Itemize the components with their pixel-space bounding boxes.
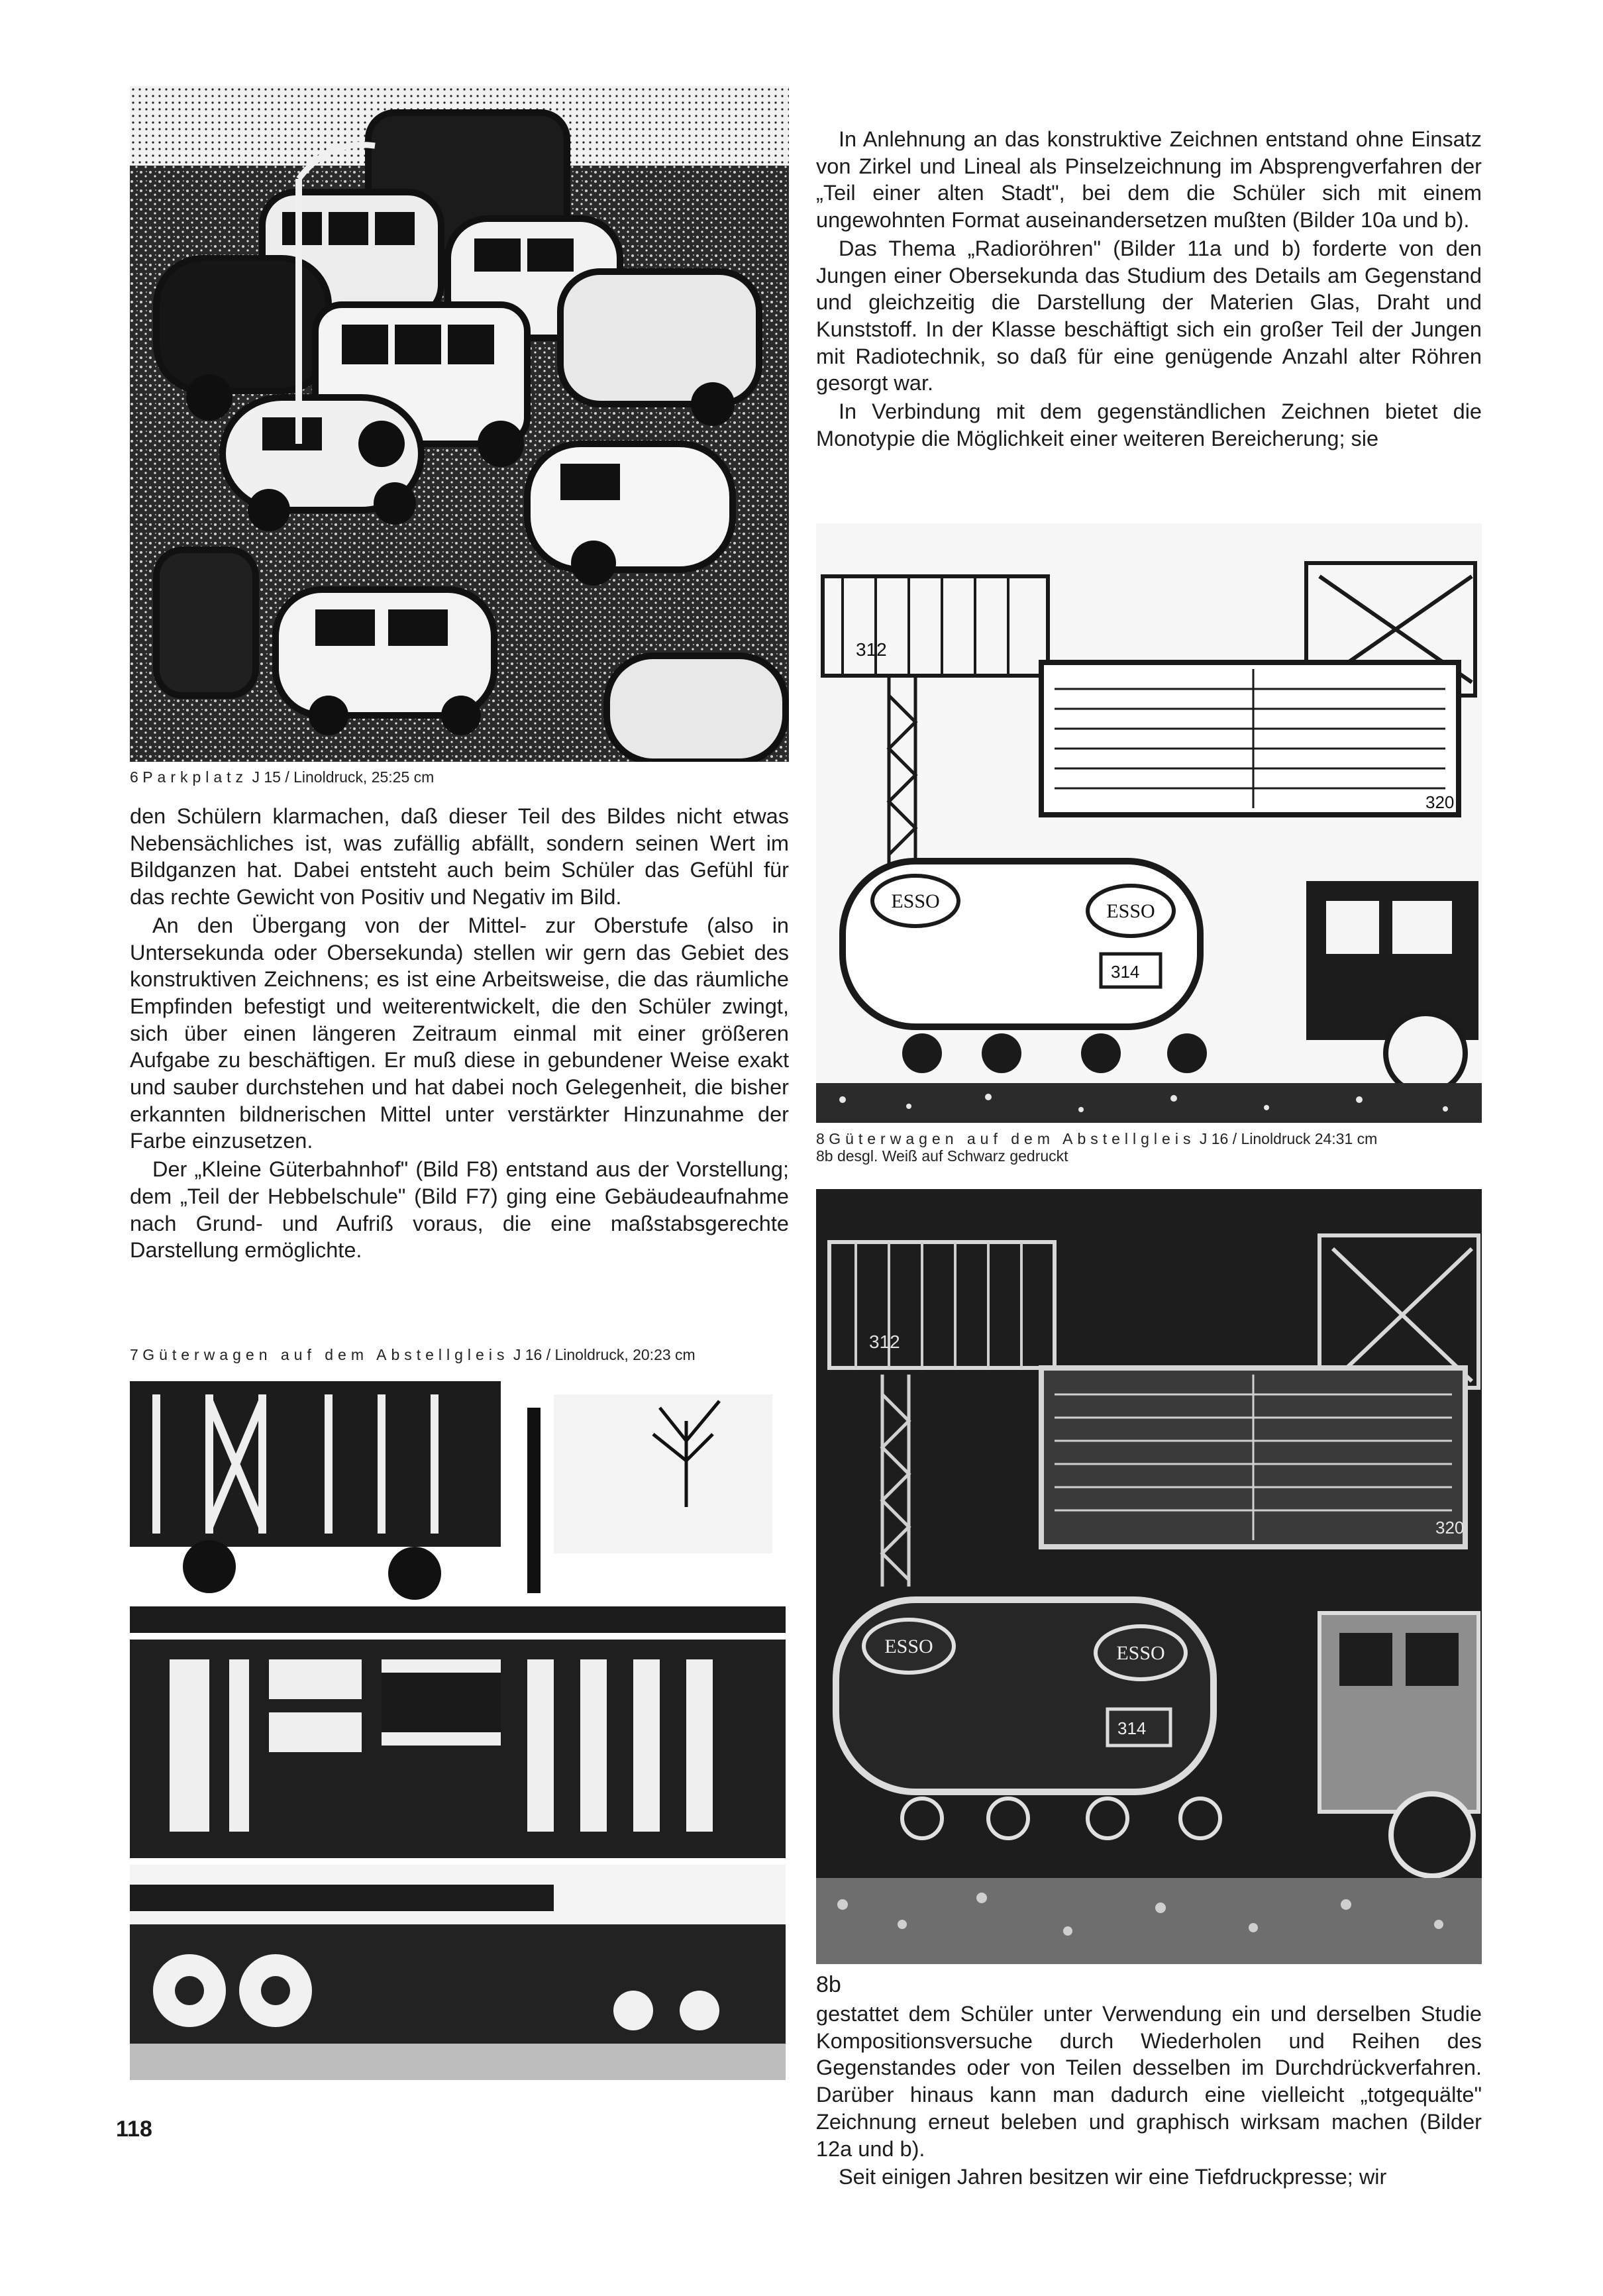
tank-number-314: 314 xyxy=(1117,1718,1147,1738)
page-number: 118 xyxy=(116,2116,152,2142)
paragraph: den Schülern klarmachen, daß dieser Teil des Bildes nicht etwas Nebensächliches ist, was zufällig abfällt, sondern seinen Wert im Bildganzen hat. Dabei entsteht auch beim Schüler das Gefühl für das rechte Gewicht von Positiv und Negativ im Bild. xyxy=(130,804,789,910)
caption-title: Parkplatz xyxy=(142,768,248,786)
esso-logo-left: ESSO xyxy=(891,890,940,912)
figure-8-caption xyxy=(816,1130,1377,1165)
caption-number: 6 xyxy=(130,768,138,786)
esso-logo-right: ESSO xyxy=(1106,900,1155,922)
figure-8b-label: 8b xyxy=(816,1972,841,1997)
caption-info: J 16 / Linoldruck 24:31 cm xyxy=(1199,1130,1378,1147)
right-column-bottom-text xyxy=(816,2001,1482,2191)
paragraph: Seit einigen Jahren besitzen wir eine Tiefdruckpresse; wir xyxy=(839,2165,1387,2189)
paragraph: Der „Kleine Güterbahnhof" (Bild F8) entstand aus der Vorstellung; dem „Teil der Hebbelschule" (Bild F7) ging eine Gebäudeaufnahme nach Grund- und Aufriß voraus, die eine maßstabsgerechte Darstellung ermöglichte. xyxy=(130,1157,789,1263)
paragraph: In Verbindung mit dem gegenständlichen Zeichnen bietet die Monotypie die Möglichkeit einer weiteren Bereicherung; sie xyxy=(816,399,1482,450)
caption-title: Güterwagen auf dem Abstellgleis xyxy=(142,1346,509,1363)
figure-6-caption xyxy=(130,767,434,787)
caption-number: 8 xyxy=(816,1130,825,1147)
left-column-text xyxy=(130,803,789,1264)
wagon-number-320: 320 xyxy=(1435,1518,1465,1538)
paragraph: gestattet dem Schüler unter Verwendung ein und derselben Studie Kompositionsversuche durch Wiederholen und Reihen des Gegenstandes oder von Teilen desselben im Durchdrückverfahren. Darüber hinaus kann man dadurch eine vielleicht „totgequälte" Zeichnung erneut beleben und graphisch wirksam machen (Bilder 12a und b). xyxy=(816,2002,1482,2161)
right-column-top-text xyxy=(816,126,1482,452)
caption-info: J 15 / Linoldruck, 25:25 cm xyxy=(252,768,435,786)
figure-6-parkplatz-linocut xyxy=(130,86,789,762)
paragraph: In Anlehnung an das konstruktive Zeichnen entstand ohne Einsatz von Zirkel und Lineal als Pinselzeichnung im Absprengverfahren der „Teil einer alten Stadt", bei dem die Schüler sich mit einem ungewohnten Format auseinandersetzen mußten (Bilder 10a und b). xyxy=(816,127,1482,233)
paragraph: An den Übergang von der Mittel- zur Oberstufe (also in Untersekunda oder Obersekunda) stellen wir gern das Gebiet des konstruktiven Zeichnens; es ist eine Arbeitsweise, die das räumliche Empfinden befestigt und weiterentwickelt, die den Schüler zwingt, sich über einen längeren Zeitraum einmal mit einer größeren Aufgabe zu beschäftigen. Er muß diese in gebundener Weise exakt und sauber durchstehen und hat dabei noch Gelegenheit, die bisher erkannten bildnerischen Mittel unter verstärkter Hinzunahme der Farbe einzusetzen. xyxy=(130,913,789,1153)
esso-logo-right: ESSO xyxy=(1116,1642,1165,1664)
wagon-number-312: 312 xyxy=(856,639,887,660)
caption-number: 7 xyxy=(130,1346,138,1363)
parking-lot-artwork xyxy=(130,86,789,762)
caption-line-2: 8b desgl. Weiß auf Schwarz gedruckt xyxy=(816,1147,1068,1165)
paragraph: Das Thema „Radioröhren" (Bilder 11a und b) forderte von den Jungen einer Obersekunda das Studium des Details am Gegenstand und gleichzeitig die Darstellung der Materien Glas, Draht und Kunststoff. In der Klasse beschäftigt sich ein großer Teil der Jungen mit Radiotechnik, so daß für eine genügende Anzahl alter Röhren gesorgt war. xyxy=(816,236,1482,395)
caption-title: Güterwagen auf dem Abstellgleis xyxy=(829,1130,1196,1147)
esso-logo-left: ESSO xyxy=(884,1636,933,1657)
caption-info: J 16 / Linoldruck, 20:23 cm xyxy=(513,1346,696,1363)
figure-7-caption xyxy=(130,1345,696,1365)
freight-yard-inverted-artwork xyxy=(816,1189,1482,1964)
wagon-number-312: 312 xyxy=(869,1331,900,1352)
figure-8-gueterwagen-linocut xyxy=(816,523,1482,1123)
figure-8b-white-on-black-print xyxy=(816,1189,1482,1964)
freight-car-artwork xyxy=(130,1381,786,2080)
freight-yard-artwork xyxy=(816,523,1482,1123)
wagon-number-320: 320 xyxy=(1425,792,1455,812)
tank-number-314: 314 xyxy=(1111,962,1140,982)
figure-7-gueterwagen-linocut xyxy=(130,1381,786,2080)
